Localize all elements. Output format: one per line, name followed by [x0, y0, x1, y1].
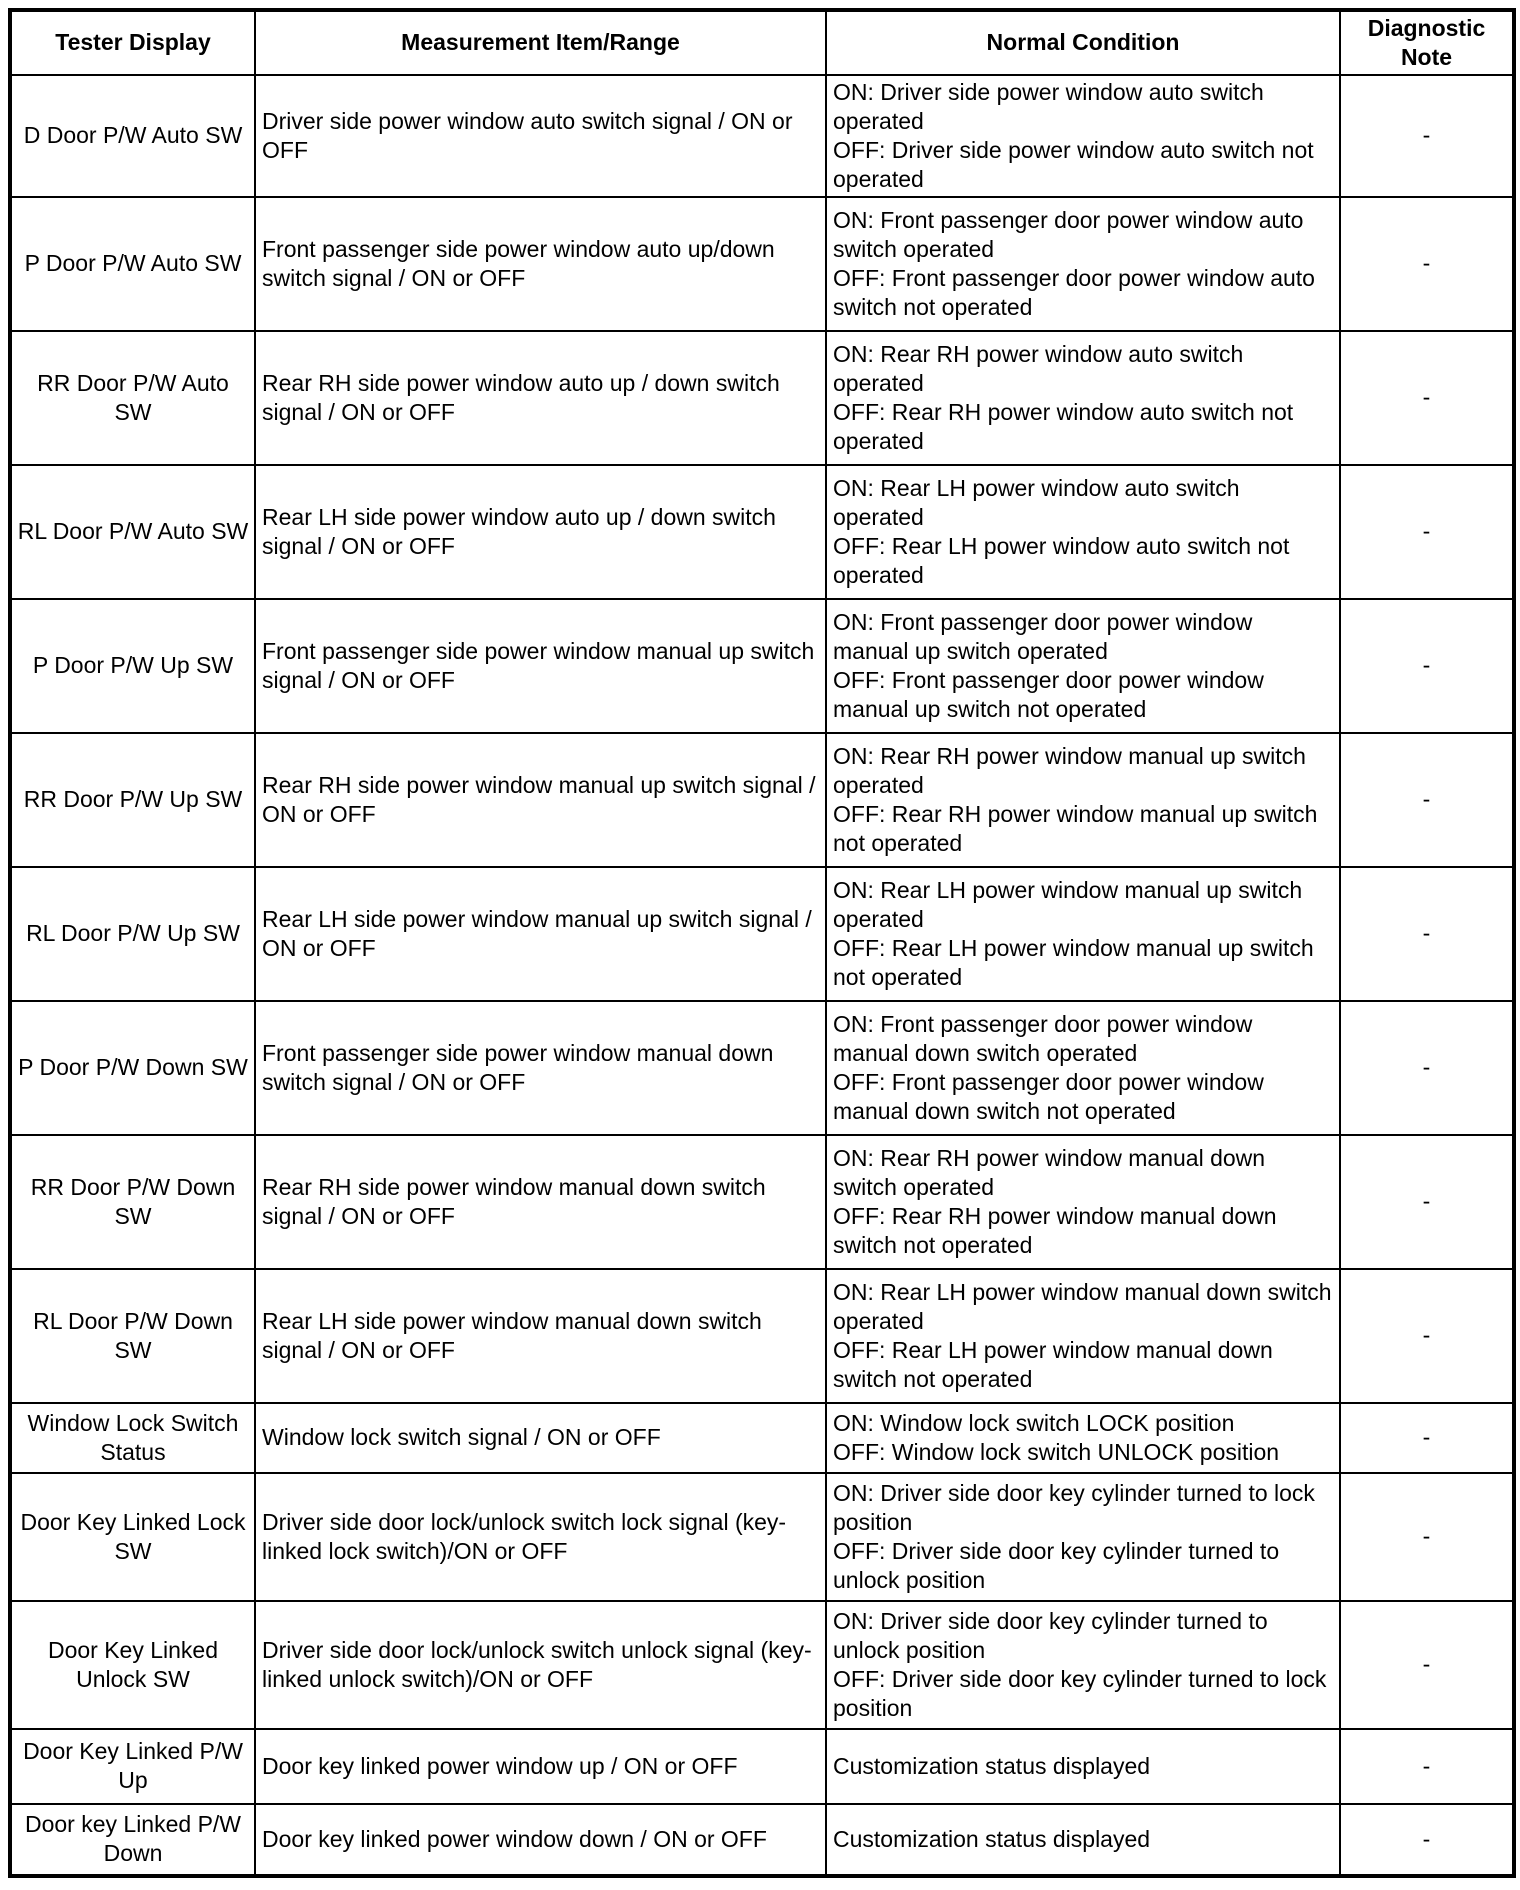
table-row	[10, 1601, 1514, 1729]
table-row	[10, 867, 1514, 1001]
diagnostic-note-cell: -	[1340, 75, 1514, 197]
measurement-cell: Door key linked power window down / ON or OFF	[255, 1804, 826, 1876]
tester-display-cell: RR Door P/W Auto SW	[10, 331, 255, 465]
table-row	[10, 1135, 1514, 1269]
table-row	[10, 1729, 1514, 1804]
measurement-cell: Door key linked power window up / ON or OFF	[255, 1729, 826, 1804]
measurement-cell: Driver side power window auto switch signal / ON or OFF	[255, 75, 826, 197]
diagnostic-note-cell: -	[1340, 867, 1514, 1001]
normal-condition-off: OFF: Rear LH power window auto switch not operated	[833, 532, 1290, 588]
diagnostic-note-cell: -	[1340, 1001, 1514, 1135]
tester-display-cell: Window Lock Switch Status	[10, 1403, 255, 1473]
measurement-cell: Rear LH side power window manual down switch signal / ON or OFF	[255, 1269, 826, 1403]
tester-display-cell: RR Door P/W Down SW	[10, 1135, 255, 1269]
tester-display-cell: P Door P/W Up SW	[10, 599, 255, 733]
header-tester-display: Tester Display	[10, 10, 255, 75]
measurement-cell: Rear RH side power window manual down switch signal / ON or OFF	[255, 1135, 826, 1269]
normal-condition-on: ON: Front passenger door power window manual up switch operated	[833, 608, 1253, 664]
measurement-cell: Rear RH side power window auto up / down switch signal / ON or OFF	[255, 331, 826, 465]
header-row	[10, 10, 1514, 75]
tester-display-cell: RL Door P/W Auto SW	[10, 465, 255, 599]
normal-condition-cell	[826, 1403, 1340, 1473]
normal-condition-text: Customization status displayed	[833, 1825, 1151, 1852]
normal-condition-cell	[826, 867, 1340, 1001]
normal-condition-off: OFF: Window lock switch UNLOCK position	[833, 1438, 1280, 1465]
normal-condition-on: ON: Driver side door key cylinder turned to unlock position	[833, 1607, 1268, 1663]
diagnostic-note-cell: -	[1340, 1135, 1514, 1269]
diagnostic-note-cell: -	[1340, 331, 1514, 465]
normal-condition-cell	[826, 75, 1340, 197]
diagnostic-note-cell: -	[1340, 1601, 1514, 1729]
normal-condition-off: OFF: Rear RH power window manual down switch not operated	[833, 1202, 1277, 1258]
normal-condition-off: OFF: Front passenger door power window auto switch not operated	[833, 264, 1315, 320]
measurement-cell: Rear LH side power window auto up / down switch signal / ON or OFF	[255, 465, 826, 599]
table-row	[10, 465, 1514, 599]
diagnostic-data-list-table	[8, 8, 1516, 1878]
measurement-cell: Front passenger side power window auto up/down switch signal / ON or OFF	[255, 197, 826, 331]
measurement-cell: Front passenger side power window manual up switch signal / ON or OFF	[255, 599, 826, 733]
normal-condition-on: ON: Driver side door key cylinder turned to lock position	[833, 1479, 1315, 1535]
normal-condition-on: ON: Rear RH power window manual up switch operated	[833, 742, 1306, 798]
table-row	[10, 331, 1514, 465]
normal-condition-cell	[826, 1001, 1340, 1135]
table-row	[10, 197, 1514, 331]
normal-condition-off: OFF: Rear LH power window manual down switch not operated	[833, 1336, 1273, 1392]
diagnostic-note-cell: -	[1340, 1804, 1514, 1876]
normal-condition-off: OFF: Front passenger door power window manual down switch not operated	[833, 1068, 1264, 1124]
measurement-cell: Front passenger side power window manual down switch signal / ON or OFF	[255, 1001, 826, 1135]
normal-condition-on: ON: Driver side power window auto switch operated	[833, 78, 1264, 134]
diagnostic-note-cell: -	[1340, 1269, 1514, 1403]
diagnostic-note-cell: -	[1340, 599, 1514, 733]
normal-condition-on: ON: Rear LH power window manual down switch operated	[833, 1278, 1332, 1334]
measurement-cell: Window lock switch signal / ON or OFF	[255, 1403, 826, 1473]
tester-display-cell: P Door P/W Auto SW	[10, 197, 255, 331]
normal-condition-on: ON: Rear LH power window auto switch operated	[833, 474, 1240, 530]
table-row	[10, 1804, 1514, 1876]
diagnostic-note-cell: -	[1340, 1403, 1514, 1473]
normal-condition-on: ON: Rear LH power window manual up switch operated	[833, 876, 1303, 932]
header-measurement-item-range: Measurement Item/Range	[255, 10, 826, 75]
tester-display-cell: Door key Linked P/W Down	[10, 1804, 255, 1876]
measurement-cell: Rear LH side power window manual up switch signal / ON or OFF	[255, 867, 826, 1001]
normal-condition-off: OFF: Driver side door key cylinder turned to unlock position	[833, 1537, 1280, 1593]
normal-condition-on: ON: Front passenger door power window manual down switch operated	[833, 1010, 1253, 1066]
normal-condition-off: OFF: Rear RH power window manual up switch not operated	[833, 800, 1318, 856]
normal-condition-off: OFF: Driver side door key cylinder turned to lock position	[833, 1665, 1327, 1721]
table-row	[10, 599, 1514, 733]
tester-display-cell: Door Key Linked P/W Up	[10, 1729, 255, 1804]
tester-display-cell: RL Door P/W Up SW	[10, 867, 255, 1001]
table-row	[10, 1001, 1514, 1135]
diagnostic-note-cell: -	[1340, 197, 1514, 331]
normal-condition-text: Customization status displayed	[833, 1752, 1151, 1779]
normal-condition-off: OFF: Front passenger door power window manual up switch not operated	[833, 666, 1264, 722]
table-row	[10, 1403, 1514, 1473]
normal-condition-on: ON: Window lock switch LOCK position	[833, 1409, 1235, 1436]
table-row	[10, 733, 1514, 867]
table-row	[10, 75, 1514, 197]
table-row	[10, 1269, 1514, 1403]
measurement-cell: Driver side door lock/unlock switch lock signal (key-linked lock switch)/ON or OFF	[255, 1473, 826, 1601]
normal-condition-on: ON: Rear RH power window auto switch operated	[833, 340, 1244, 396]
table-row	[10, 1473, 1514, 1601]
normal-condition-cell	[826, 1804, 1340, 1876]
tester-display-cell: Door Key Linked Unlock SW	[10, 1601, 255, 1729]
normal-condition-cell	[826, 1269, 1340, 1403]
header-normal-condition: Normal Condition	[826, 10, 1340, 75]
normal-condition-cell	[826, 1473, 1340, 1601]
normal-condition-cell	[826, 465, 1340, 599]
tester-display-cell: Door Key Linked Lock SW	[10, 1473, 255, 1601]
normal-condition-cell	[826, 331, 1340, 465]
normal-condition-cell	[826, 197, 1340, 331]
measurement-cell: Driver side door lock/unlock switch unlock signal (key-linked unlock switch)/ON or OFF	[255, 1601, 826, 1729]
diagnostic-note-cell: -	[1340, 1729, 1514, 1804]
header-diagnostic-note: Diagnostic Note	[1340, 10, 1514, 75]
normal-condition-cell	[826, 599, 1340, 733]
diagnostic-note-cell: -	[1340, 1473, 1514, 1601]
normal-condition-cell	[826, 1601, 1340, 1729]
tester-display-cell: P Door P/W Down SW	[10, 1001, 255, 1135]
tester-display-cell: RR Door P/W Up SW	[10, 733, 255, 867]
measurement-cell: Rear RH side power window manual up switch signal / ON or OFF	[255, 733, 826, 867]
diagnostic-note-cell: -	[1340, 733, 1514, 867]
normal-condition-cell	[826, 1135, 1340, 1269]
normal-condition-cell	[826, 1729, 1340, 1804]
normal-condition-off: OFF: Driver side power window auto switch not operated	[833, 136, 1314, 192]
diagnostic-note-cell: -	[1340, 465, 1514, 599]
normal-condition-off: OFF: Rear LH power window manual up switch not operated	[833, 934, 1314, 990]
normal-condition-on: ON: Rear RH power window manual down switch operated	[833, 1144, 1266, 1200]
tester-display-cell: D Door P/W Auto SW	[10, 75, 255, 197]
normal-condition-off: OFF: Rear RH power window auto switch not operated	[833, 398, 1294, 454]
tester-display-cell: RL Door P/W Down SW	[10, 1269, 255, 1403]
normal-condition-on: ON: Front passenger door power window auto switch operated	[833, 206, 1304, 262]
normal-condition-cell	[826, 733, 1340, 867]
